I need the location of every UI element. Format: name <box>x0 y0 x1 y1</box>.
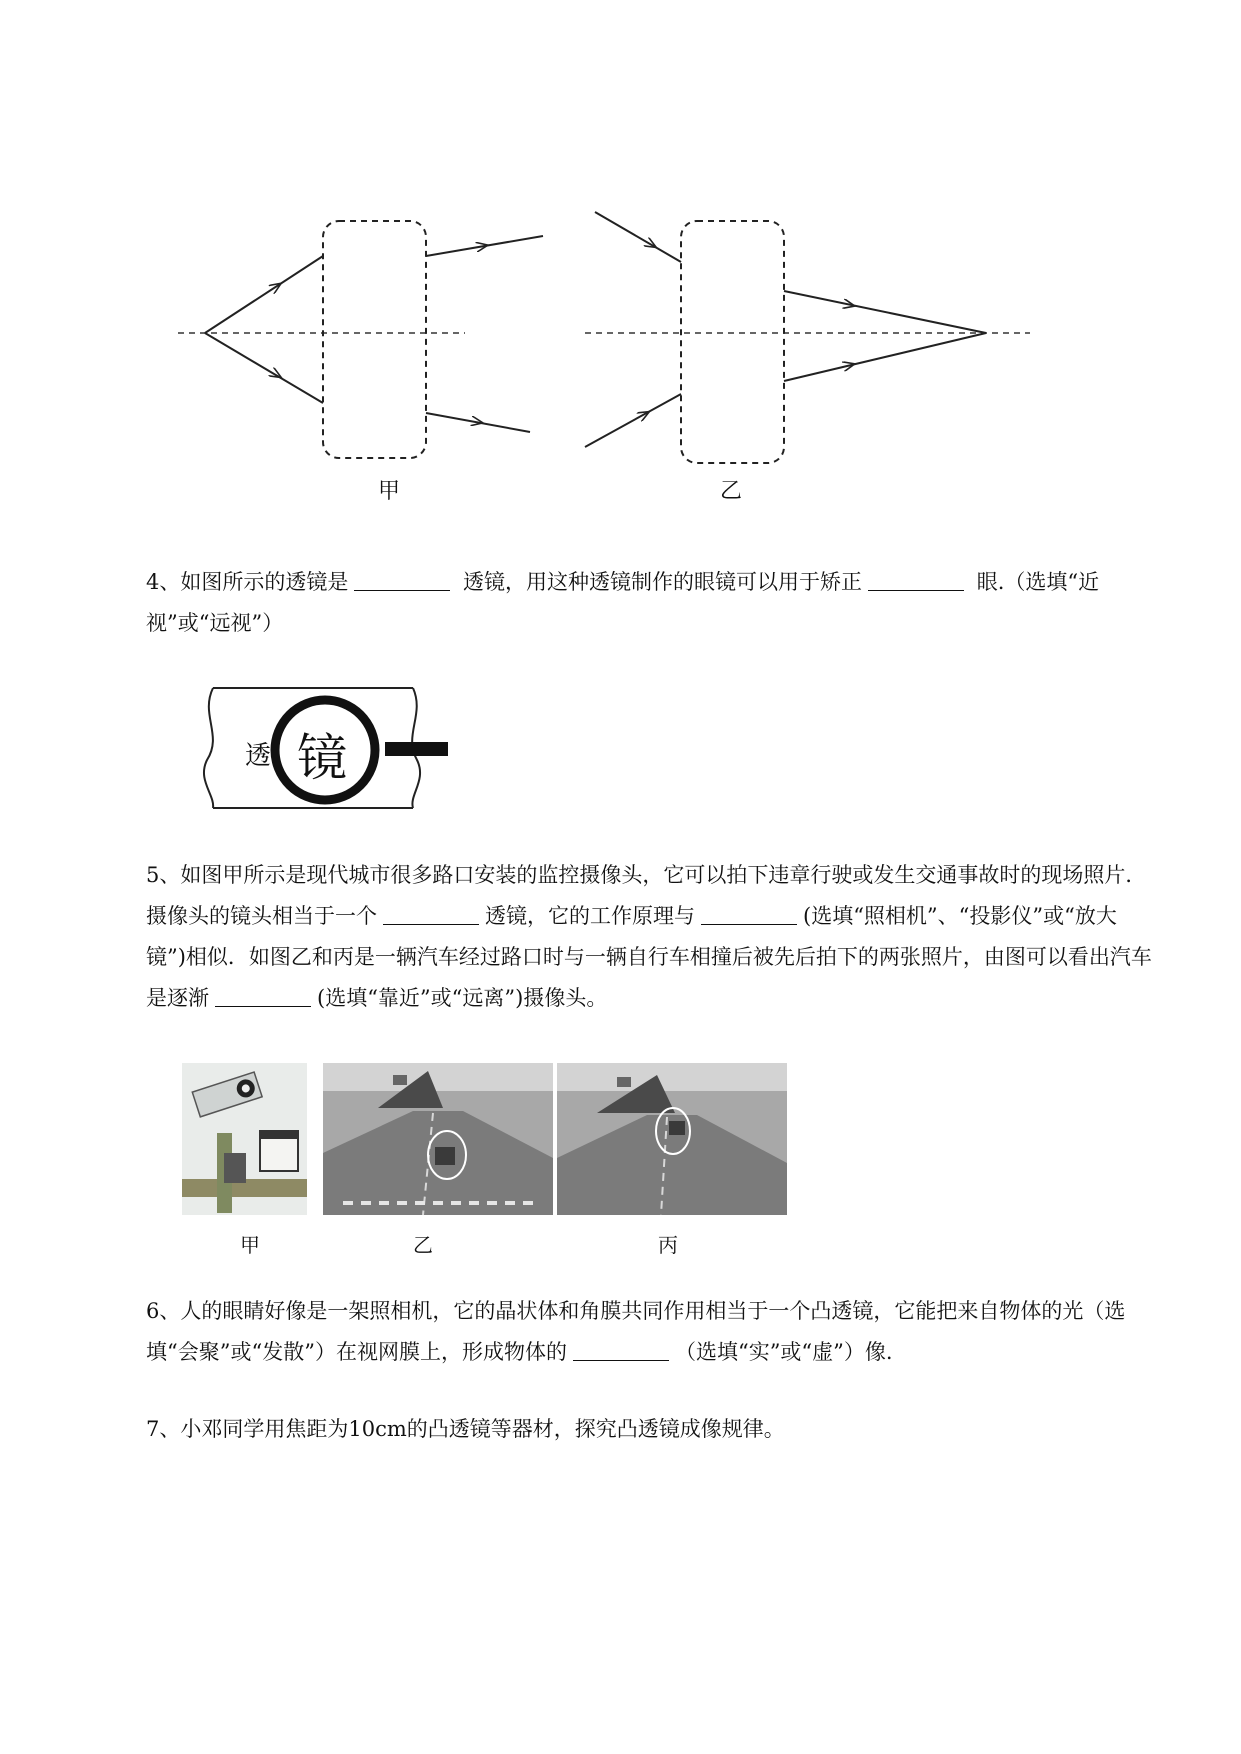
q4-text-a: 4、如图所示的透镜是 <box>146 570 349 594</box>
q5-text-d: (选填“靠近”或“远离”)摄像头。 <box>317 986 608 1010</box>
question-6 <box>146 1291 1156 1373</box>
q4-blank-correction[interactable] <box>868 564 964 591</box>
q5-text-b: 透镜，它的工作原理与 <box>485 904 695 928</box>
lens-ray-diagram <box>0 0 1241 520</box>
photo-label-c: 丙 <box>658 1233 678 1257</box>
lens-small-char: 透 <box>245 741 272 771</box>
q5-blank-principle[interactable] <box>701 898 797 925</box>
photo-label-b: 乙 <box>413 1233 433 1257</box>
question-5 <box>146 855 1156 1019</box>
figure-label-left: 甲 <box>378 479 401 504</box>
q4-text-c: 眼.（选填“近视”或“远视”） <box>146 570 1100 635</box>
q7-text: 7、小邓同学用焦距为10cm的凸透镜等器材，探究凸透镜成像规律。 <box>146 1417 785 1441</box>
lens-big-char: 镜 <box>297 729 347 787</box>
traffic-photo-b <box>323 1063 553 1215</box>
q5-text-a: 5、如图甲所示是现代城市很多路口安装的监控摄像头，它可以拍下违章行驶或发生交通事故时的现场照片．摄像头的镜头相当于一个 <box>146 863 1147 928</box>
q6-blank-image-type[interactable] <box>573 1334 669 1361</box>
q5-blank-direction[interactable] <box>215 980 311 1007</box>
q5-text-c: (选填“照相机”、“投影仪”或“放大镜”)相似．如图乙和丙是一辆汽车经过路口时与一辆自行车相撞后被先后拍下的两张照片，由图可以看出汽车是逐渐 <box>146 904 1152 1010</box>
q5-blank-lens-type[interactable] <box>383 898 479 925</box>
traffic-photo-c <box>557 1063 787 1215</box>
q6-text-a: 6、人的眼睛好像是一架照相机，它的晶状体和角膜共同作用相当于一个凸透镜，它能把来自物体的光（选填“会聚”或“发散”）在视网膜上，形成物体的 <box>146 1299 1126 1364</box>
figure-label-right: 乙 <box>720 479 743 504</box>
q4-text-b: 透镜，用这种透镜制作的眼镜可以用于矫正 <box>456 570 863 594</box>
question-7 <box>146 1409 1156 1450</box>
diverging-lens-diagram <box>178 221 543 458</box>
q4-blank-lens-type[interactable] <box>354 564 450 591</box>
camera-photo <box>182 1063 307 1215</box>
q6-text-b: （选填“实”或“虚”）像. <box>674 1340 893 1364</box>
converging-lens-diagram <box>585 212 1030 463</box>
photo-label-a: 甲 <box>240 1233 260 1257</box>
question-4 <box>146 562 1156 644</box>
